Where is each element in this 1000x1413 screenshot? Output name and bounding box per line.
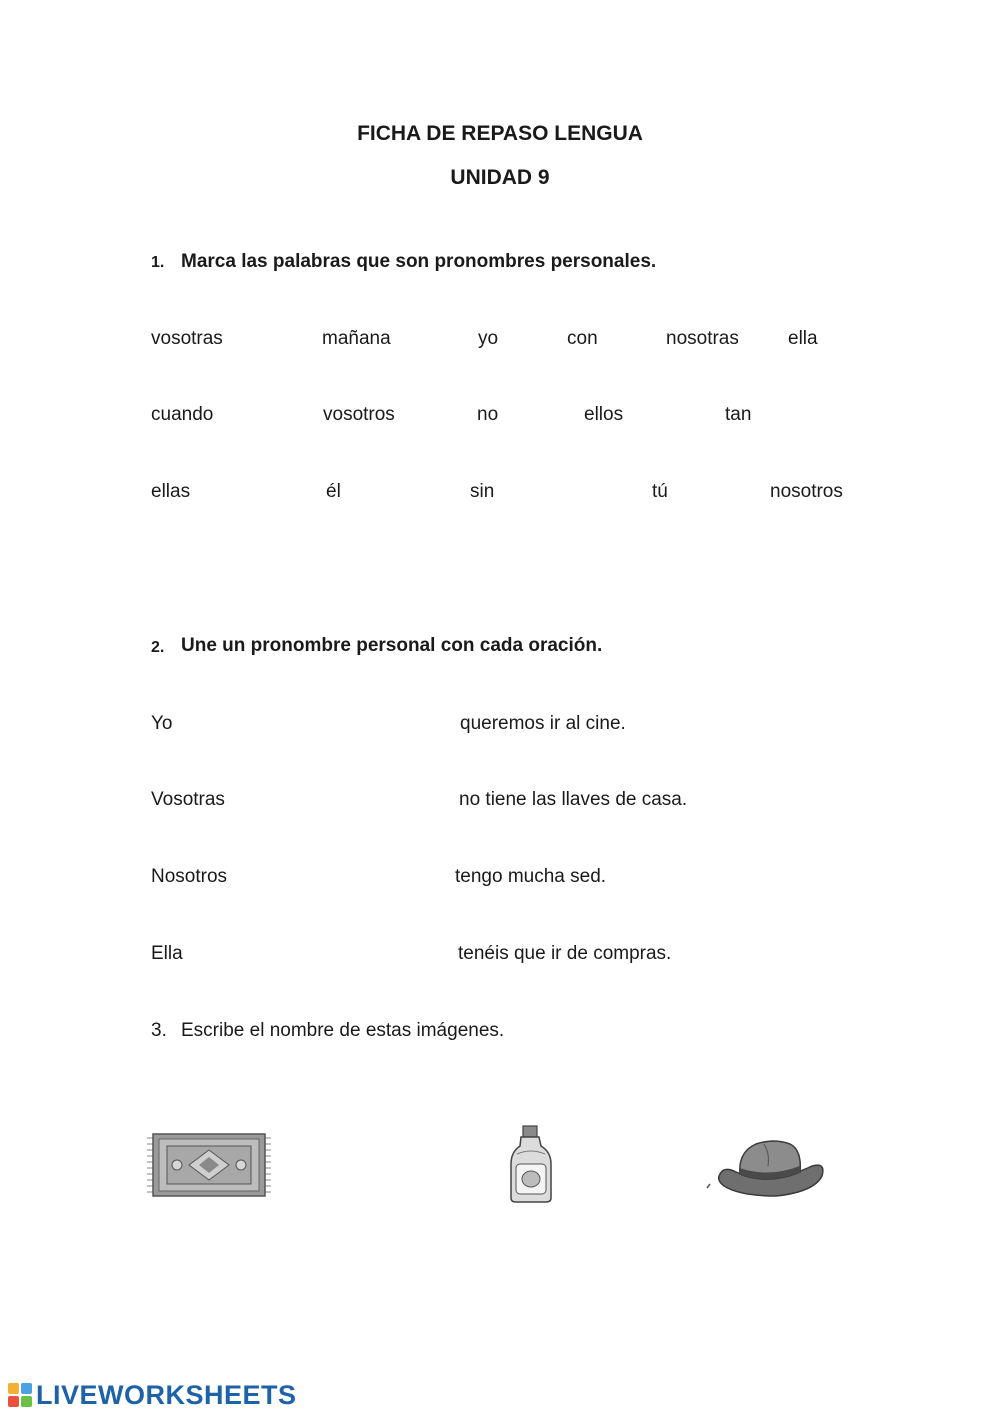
pronoun-item[interactable]: Nosotros bbox=[151, 866, 228, 887]
word-option[interactable]: con bbox=[567, 328, 598, 349]
hat-image bbox=[704, 1136, 828, 1202]
exercise-2-number: 2. bbox=[151, 639, 165, 656]
exercise-3-instruction: Escribe el nombre de estas imágenes. bbox=[181, 1020, 505, 1041]
exercise-1-instruction: Marca las palabras que son pronombres personales. bbox=[181, 251, 657, 272]
sentence-item[interactable]: tenéis que ir de compras. bbox=[458, 943, 672, 964]
bottle-image bbox=[508, 1124, 554, 1204]
page-subtitle: UNIDAD 9 bbox=[450, 166, 550, 189]
logo-text: LIVEWORKSHEETS bbox=[36, 1379, 297, 1410]
liveworksheets-logo bbox=[8, 1380, 297, 1410]
page-title: FICHA DE REPASO LENGUA bbox=[357, 122, 643, 145]
pronoun-item[interactable]: Yo bbox=[151, 713, 173, 734]
sentence-item[interactable]: no tiene las llaves de casa. bbox=[459, 789, 688, 810]
sentence-item[interactable]: tengo mucha sed. bbox=[455, 866, 607, 887]
pronoun-item[interactable]: Ella bbox=[151, 943, 183, 964]
word-option[interactable]: vosotros bbox=[323, 404, 395, 425]
word-option[interactable]: sin bbox=[470, 481, 495, 502]
word-option[interactable]: mañana bbox=[322, 328, 391, 349]
word-option[interactable]: nosotros bbox=[770, 481, 843, 502]
word-option[interactable]: cuando bbox=[151, 404, 214, 425]
word-option[interactable]: tan bbox=[725, 404, 752, 425]
sentence-item[interactable]: queremos ir al cine. bbox=[460, 713, 626, 734]
word-option[interactable]: ellos bbox=[584, 404, 624, 425]
word-option[interactable]: él bbox=[326, 481, 341, 502]
word-option[interactable]: ella bbox=[788, 328, 818, 349]
word-option[interactable]: no bbox=[477, 404, 499, 425]
rug-image bbox=[145, 1132, 273, 1200]
exercise-3-number: 3. bbox=[151, 1020, 167, 1041]
word-option[interactable]: tú bbox=[652, 481, 668, 502]
exercise-2-instruction: Une un pronombre personal con cada oración. bbox=[181, 635, 603, 656]
word-option[interactable]: ellas bbox=[151, 481, 191, 502]
exercise-1-number: 1. bbox=[151, 254, 165, 271]
word-option[interactable]: nosotras bbox=[666, 328, 739, 349]
word-option[interactable]: vosotras bbox=[151, 328, 223, 349]
logo-blocks-icon bbox=[8, 1383, 32, 1407]
word-option[interactable]: yo bbox=[478, 328, 499, 349]
pronoun-item[interactable]: Vosotras bbox=[151, 789, 225, 810]
